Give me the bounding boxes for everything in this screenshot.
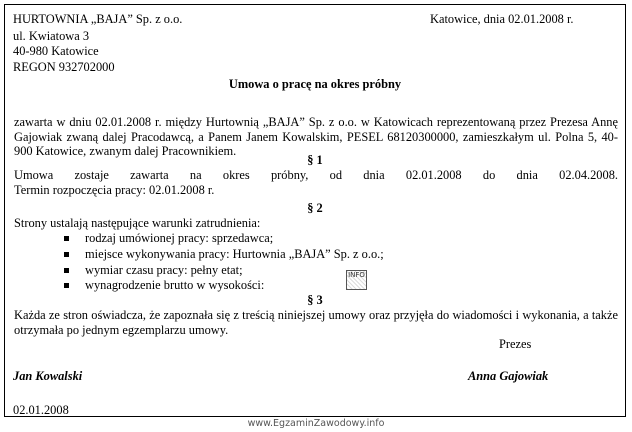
section-3-heading: § 3 bbox=[307, 293, 323, 307]
section-1-text: Umowa zostaje zawarta na okres próbny, od dnia 02.01.2008 do dnia 02.04.2008. bbox=[14, 168, 618, 182]
employee-signature: Jan Kowalski bbox=[13, 369, 83, 383]
employer-signature: Anna Gajowiak bbox=[468, 369, 549, 383]
list-item: wynagrodzenie brutto w wysokości: bbox=[64, 278, 264, 292]
section-3-text: Każda ze stron oświadcza, że zapoznała się z treścią niniejszej umowy oraz przyjęła do wiadomości i wykonania, a także otrzymała po jednym egzemplarzu umowy. bbox=[14, 308, 618, 337]
contract-document bbox=[4, 4, 626, 417]
bullet-square-icon bbox=[64, 268, 69, 273]
company-city: 40-980 Katowice bbox=[13, 44, 99, 58]
section-1-heading: § 1 bbox=[307, 153, 323, 167]
section-1-start-date: Termin rozpoczęcia pracy: 02.01.2008 r. bbox=[14, 183, 215, 197]
document-title: Umowa o pracę na okres próbny bbox=[228, 77, 402, 91]
footer-url[interactable]: www.EgzaminZawodowy.info bbox=[247, 418, 385, 429]
intro-paragraph: zawarta w dniu 02.01.2008 r. między Hurtownią „BAJA” Sp. z o.o. w Katowicach reprezentowaną przez Prezesa Annę Gajowiak zwaną dalej Pracodawcą, a Panem Janem Kowalskim, PESEL 68120300000, zamieszkałym ul. Polna 5, 40-900 Katowice, zwanym dalej Pracownikiem. bbox=[14, 115, 618, 158]
list-item: wymiar czasu pracy: pełny etat; bbox=[64, 263, 243, 277]
bullet-square-icon bbox=[64, 252, 69, 257]
bullet-square-icon bbox=[64, 236, 69, 241]
section-2-heading: § 2 bbox=[307, 201, 323, 215]
info-icon[interactable]: INFO bbox=[346, 270, 367, 290]
bullet-square-icon bbox=[64, 283, 69, 288]
company-regon: REGON 932702000 bbox=[13, 60, 115, 74]
list-item: rodzaj umówionej pracy: sprzedawca; bbox=[64, 231, 273, 245]
signature-date: 02.01.2008 bbox=[13, 403, 69, 417]
place-date: Katowice, dnia 02.01.2008 r. bbox=[430, 12, 574, 26]
company-name: HURTOWNIA „BAJA” Sp. z o.o. bbox=[13, 12, 183, 26]
employer-title: Prezes bbox=[499, 337, 532, 351]
list-item: miejsce wykonywania pracy: Hurtownia „BAJA” Sp. z o.o.; bbox=[64, 247, 384, 261]
section-2-text: Strony ustalają następujące warunki zatrudnienia: bbox=[14, 216, 261, 230]
company-street: ul. Kwiatowa 3 bbox=[13, 29, 90, 43]
